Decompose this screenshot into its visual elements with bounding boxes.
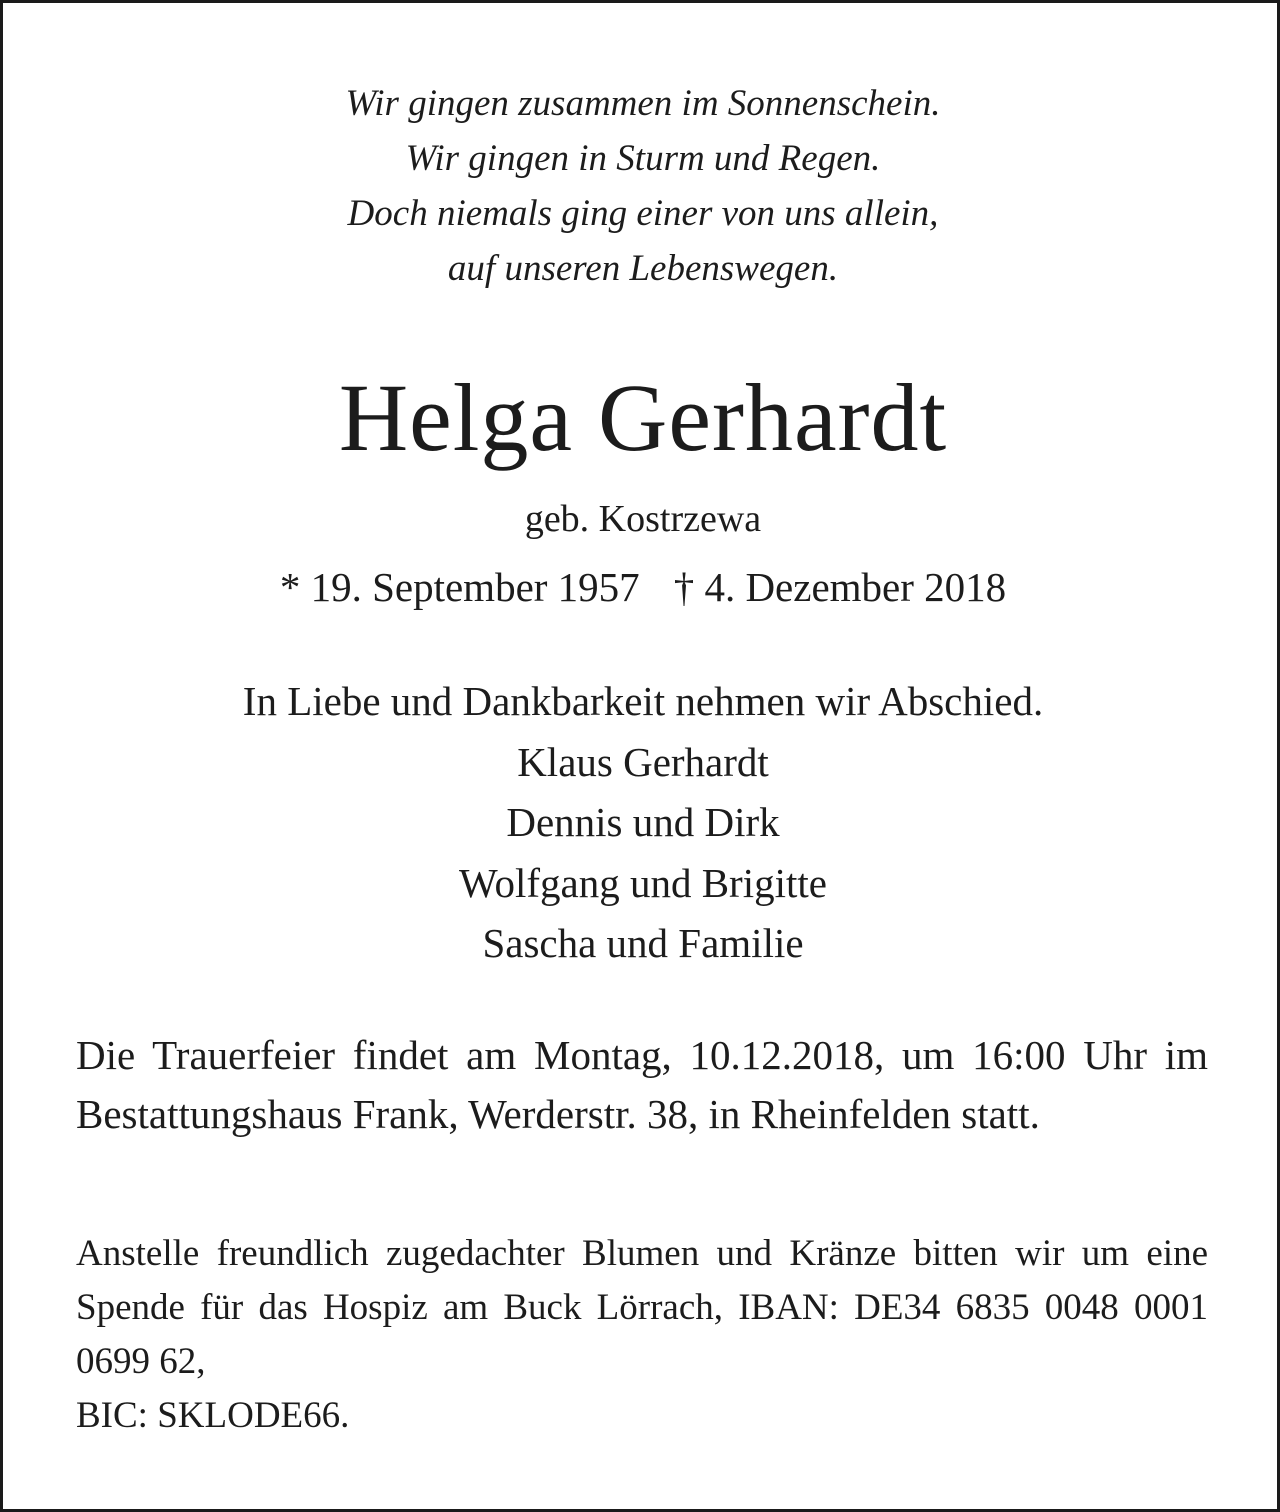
birth-date: * 19. September 1957 bbox=[279, 564, 640, 610]
death-date: † 4. Dezember 2018 bbox=[673, 564, 1007, 610]
bic-code: BIC: SKLODE66. bbox=[76, 1395, 350, 1436]
mourner-name: Dennis und Dirk bbox=[506, 799, 780, 845]
poem-line: Doch niemals ging einer von uns allein, bbox=[347, 193, 939, 234]
poem-line: Wir gingen in Sturm und Regen. bbox=[405, 138, 881, 179]
poem-line: auf unseren Lebenswegen. bbox=[447, 248, 839, 289]
life-dates bbox=[3, 560, 1280, 614]
mourner-name: Sascha und Familie bbox=[482, 920, 804, 966]
mourners-block bbox=[3, 671, 1280, 974]
maiden-name: geb. Kostrzewa bbox=[524, 498, 762, 540]
poem-line: Wir gingen zusammen im Sonnenschein. bbox=[345, 83, 941, 124]
mourner-name: Wolfgang und Brigitte bbox=[459, 859, 827, 906]
farewell-line: In Liebe und Dankbarkeit nehmen wir Abschied. bbox=[242, 678, 1044, 724]
funeral-service-info: Die Trauerfeier findet am Montag, 10.12.2018, um 16:00 Uhr im Bestattungshaus Frank, Werderstr. 38, in Rheinfelden statt. bbox=[76, 1032, 1208, 1137]
memorial-poem bbox=[3, 77, 1280, 297]
deceased-name: Helga Gerhardt bbox=[338, 364, 948, 471]
donation-request bbox=[76, 1227, 1208, 1443]
mourner-name: Klaus Gerhardt bbox=[517, 738, 769, 785]
donation-text: Anstelle freundlich zugedachter Blumen und Kränze bitten wir um eine Spende für das Hospiz am Buck Lörrach, IBAN: DE34 6835 0048 0001 0699 62, bbox=[76, 1233, 1208, 1382]
